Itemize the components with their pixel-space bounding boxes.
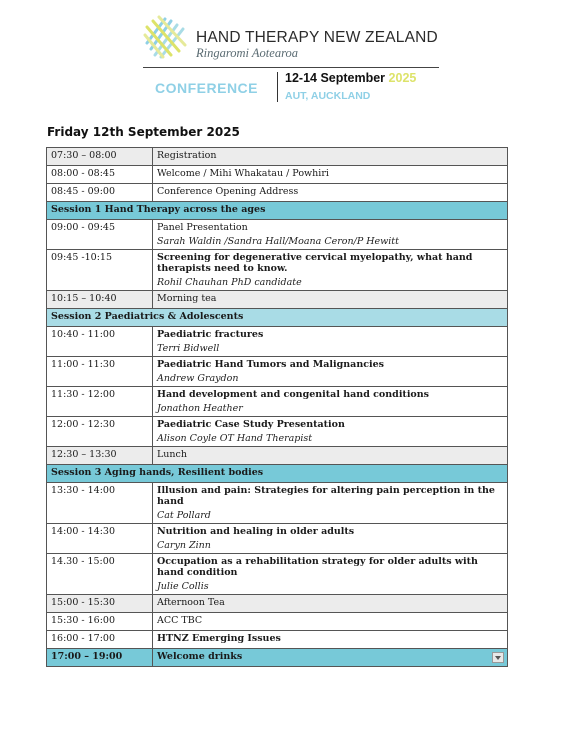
row-content [153,649,508,667]
table-row [47,387,508,417]
woven-lattice-logo-icon [141,13,189,61]
row-time: 13:30 - 14:00 [47,483,153,524]
header-divider [143,67,439,68]
session-header-row [47,202,508,220]
row-time: 09:00 - 09:45 [47,220,153,250]
org-name: HAND THERAPY NEW ZEALAND [196,29,438,46]
row-content [153,524,508,554]
row-title: Welcome / Mihi Whakatau / Powhiri [153,166,508,184]
speaker-name: Cat Pollard [157,510,211,521]
speaker-name: Alison Coyle OT Hand Therapist [157,433,313,444]
day-title: Friday 12th September 2025 [47,125,240,139]
conference-location: AUT, AUCKLAND [285,90,371,102]
org-subtitle: Ringaromi Aotearoa [196,46,298,60]
row-time: 12:30 – 13:30 [47,447,153,465]
row-title: Afternoon Tea [153,595,508,613]
speaker-name: Caryn Zinn [157,540,211,551]
table-row [47,291,508,309]
speaker-name: Jonathon Heather [157,403,243,414]
row-content [153,554,508,595]
session-header-row [47,465,508,483]
session-title: Session 2 Paediatrics & Adolescents [47,309,508,327]
row-content [153,250,508,291]
programme-table [46,147,508,667]
speaker-name: Julie Collis [157,581,209,592]
table-row [47,166,508,184]
dropdown-arrow-icon[interactable] [492,652,504,663]
row-time: 14:00 - 14:30 [47,524,153,554]
table-row [47,447,508,465]
talk-title: Screening for degenerative cervical myelopathy, what hand therapists need to know. [157,252,473,274]
row-content [153,220,508,250]
table-row [47,220,508,250]
table-row [47,524,508,554]
table-row [47,649,508,667]
talk-title: Hand development and congenital hand conditions [157,389,430,400]
row-title: Conference Opening Address [153,184,508,202]
session-header-row [47,309,508,327]
table-row [47,554,508,595]
row-content [153,483,508,524]
table-row [47,613,508,631]
talk-title: Nutrition and healing in older adults [157,526,355,537]
row-time: 08:00 - 08:45 [47,166,153,184]
row-title: Registration [153,148,508,166]
row-time: 12:00 - 12:30 [47,417,153,447]
table-row [47,595,508,613]
talk-title: Paediatric fractures [157,329,264,340]
table-row [47,327,508,357]
talk-title: Illusion and pain: Strategies for altering pain perception in the hand [157,485,495,507]
speaker-name: Sarah Waldin /Sandra Hall/Moana Ceron/P Hewitt [157,236,399,247]
row-time: 15:30 - 16:00 [47,613,153,631]
speaker-name: Andrew Graydon [157,373,239,384]
row-time: 16:00 - 17:00 [47,631,153,649]
table-row [47,417,508,447]
session-title: Session 1 Hand Therapy across the ages [47,202,508,220]
talk-title: Paediatric Hand Tumors and Malignancies [157,359,385,370]
row-time: 11:30 - 12:00 [47,387,153,417]
row-content [153,357,508,387]
row-time: 17:00 – 19:00 [47,649,153,667]
table-row [47,148,508,166]
table-row [47,184,508,202]
row-content [153,417,508,447]
conference-dates [285,71,416,85]
talk-title: Panel Presentation [157,222,248,233]
table-row [47,631,508,649]
row-content [153,387,508,417]
table-row [47,483,508,524]
table-row [47,250,508,291]
row-title: ACC TBC [153,613,508,631]
row-content [153,327,508,357]
conference-label: CONFERENCE [155,80,259,96]
speaker-name: Rohil Chauhan PhD candidate [157,277,302,288]
row-time: 10:40 - 11:00 [47,327,153,357]
row-time: 08:45 - 09:00 [47,184,153,202]
row-title: HTNZ Emerging Issues [153,631,508,649]
table-row [47,357,508,387]
row-time: 07:30 – 08:00 [47,148,153,166]
row-time: 15:00 - 15:30 [47,595,153,613]
row-time: 14.30 - 15:00 [47,554,153,595]
conference-divider [277,72,278,102]
conference-year: 2025 [388,71,417,85]
row-title: Morning tea [153,291,508,309]
row-time: 10:15 – 10:40 [47,291,153,309]
row-title: Lunch [153,447,508,465]
speaker-name: Terri Bidwell [157,343,220,354]
row-time: 09:45 -10:15 [47,250,153,291]
talk-title: Paediatric Case Study Presentation [157,419,345,430]
conference-dates-text: 12-14 September [285,71,386,85]
row-time: 11:00 - 11:30 [47,357,153,387]
session-title: Session 3 Aging hands, Resilient bodies [47,465,508,483]
row-title: Welcome drinks [157,651,243,662]
talk-title: Occupation as a rehabilitation strategy for older adults with hand condition [157,556,478,578]
